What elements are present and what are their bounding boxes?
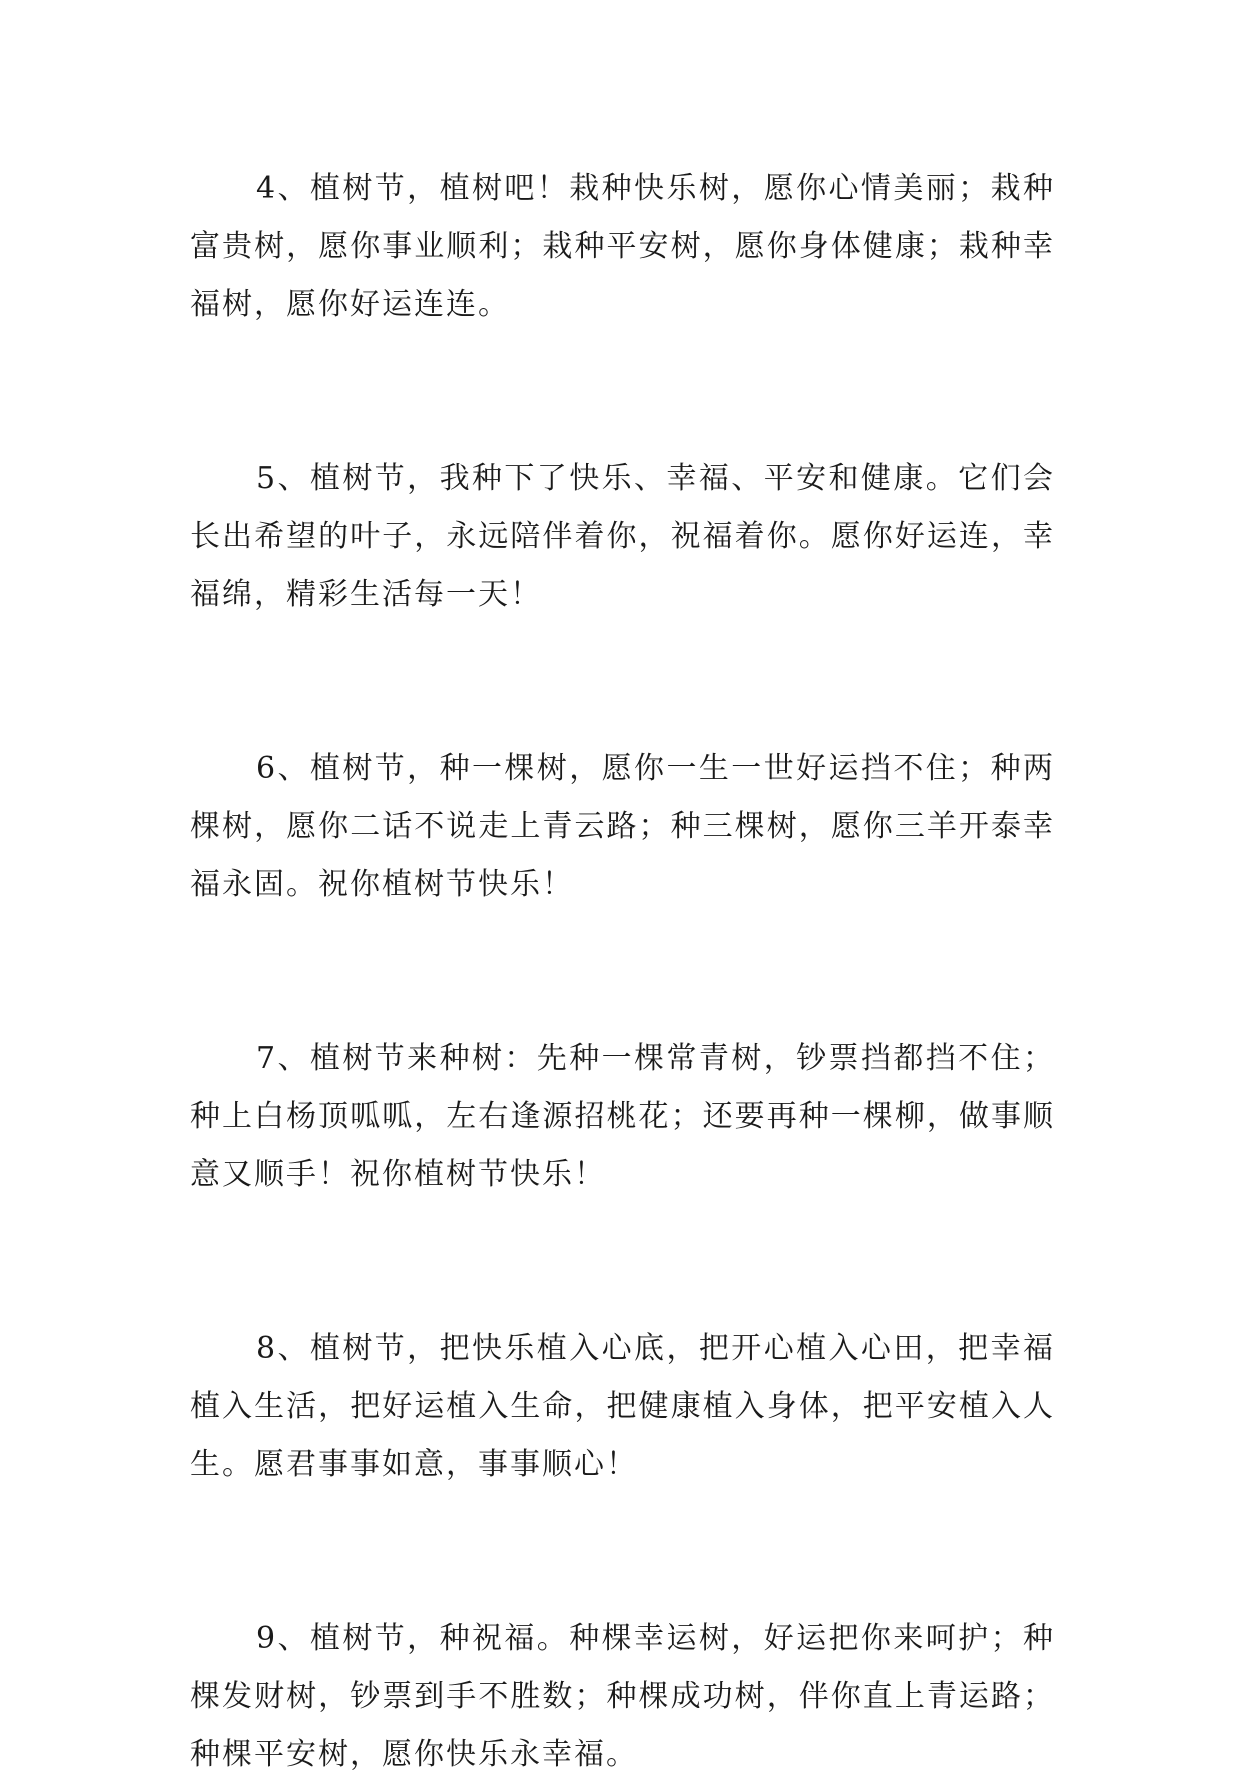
paragraph-7: 7、植树节来种树：先种一棵常青树，钞票挡都挡不住；种上白杨顶呱呱，左右逢源招桃花；还要再种一棵柳，做事顺意又顺手！祝你植树节快乐！ [190, 1041, 1055, 1192]
paragraph-4: 4、植树节，植树吧！栽种快乐树，愿你心情美丽；栽种富贵树，愿你事业顺利；栽种平安树，愿你身体健康；栽种幸福树，愿你好运连连。 [190, 171, 1055, 322]
paragraph-5: 5、植树节，我种下了快乐、幸福、平安和健康。它们会长出希望的叶子，永远陪伴着你，祝福着你。愿你好运连，幸福绵，精彩生活每一天！ [190, 461, 1055, 612]
paragraph-8: 8、植树节，把快乐植入心底，把开心植入心田，把幸福植入生活，把好运植入生命，把健康植入身体，把平安植入人生。愿君事事如意，事事顺心！ [190, 1331, 1055, 1482]
paragraph-6: 6、植树节，种一棵树，愿你一生一世好运挡不住；种两棵树，愿你二话不说走上青云路；种三棵树，愿你三羊开泰幸福永固。祝你植树节快乐！ [190, 751, 1055, 902]
document-body [190, 160, 1055, 1784]
paragraph-9: 9、植树节，种祝福。种棵幸运树，好运把你来呵护；种棵发财树，钞票到手不胜数；种棵成功树，伴你直上青运路；种棵平安树，愿你快乐永幸福。 [190, 1621, 1055, 1772]
